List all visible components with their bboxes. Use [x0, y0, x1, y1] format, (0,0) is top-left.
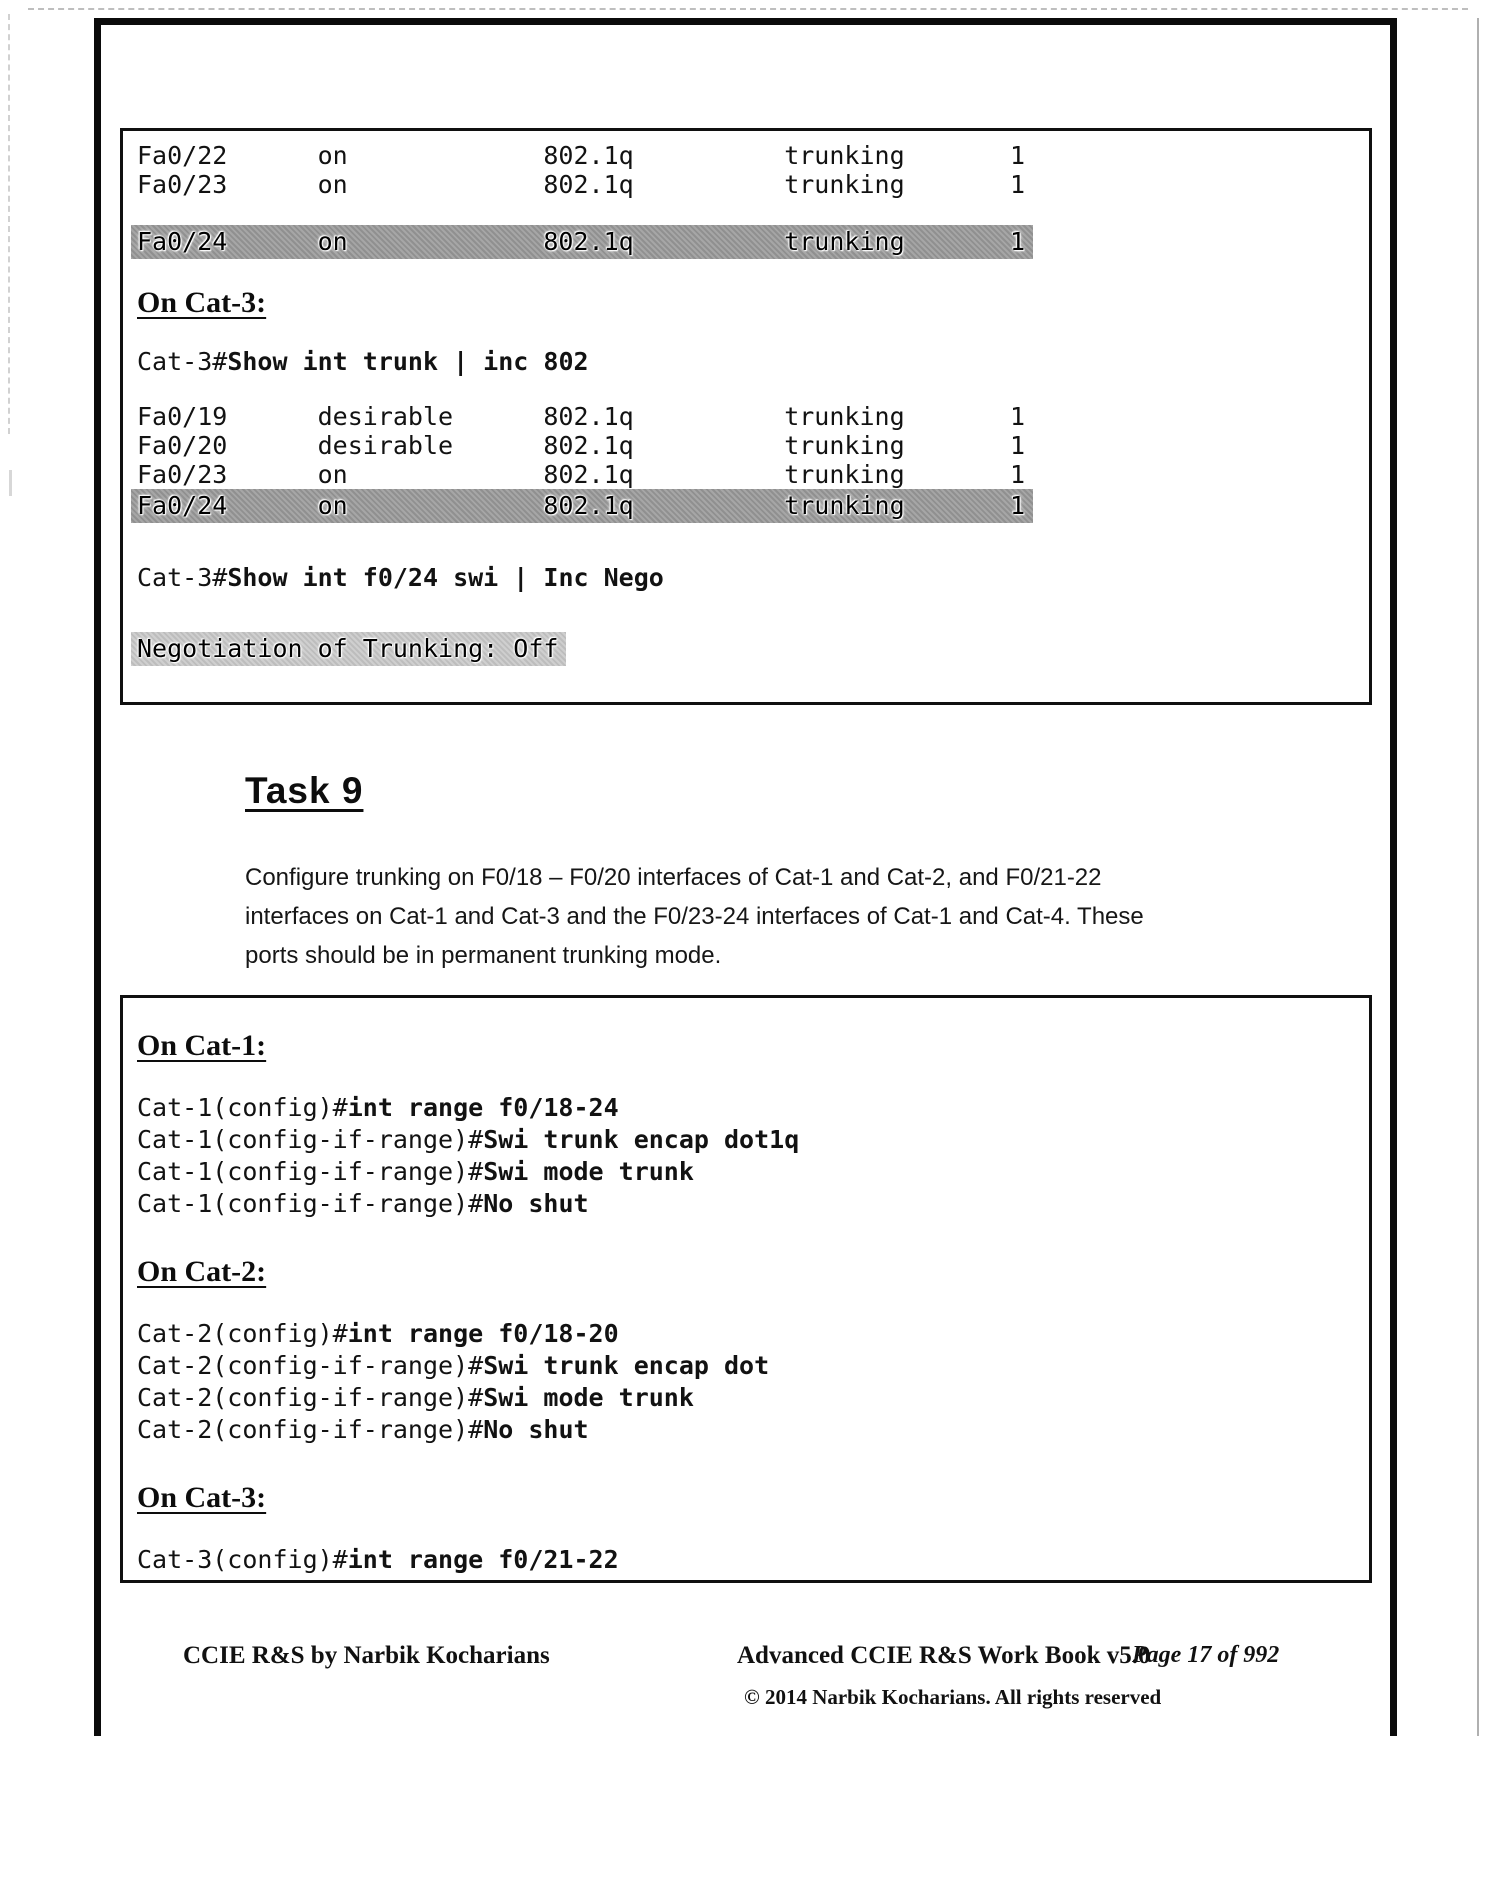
trunk-status-row: Fa0/22 on 802.1q trunking 1	[137, 141, 1026, 170]
config-commands-box	[120, 995, 1372, 1583]
terminal-output-box	[120, 128, 1372, 705]
highlighted-text: Fa0/24 on 802.1q trunking 1	[131, 225, 1033, 259]
trunk-status-row: Fa0/19 desirable 802.1q trunking 1	[137, 402, 1026, 431]
task-9-description	[245, 858, 1225, 975]
trunk-status-row-highlighted	[137, 225, 1359, 259]
section-heading-wrap	[137, 1028, 1359, 1064]
scan-artifact-left-dashed-line	[8, 14, 10, 434]
section-heading-wrap	[137, 1254, 1359, 1290]
footer-copyright: © 2014 Narbik Kocharians. All rights reserved	[744, 1685, 1162, 1709]
highlighted-text: Fa0/24 on 802.1q trunking 1	[131, 489, 1033, 523]
highlighted-text: Negotiation of Trunking: Off	[131, 632, 566, 666]
section-heading-on-cat-3: On Cat-3:	[137, 1481, 267, 1514]
section-heading-on-cat-1: On Cat-1:	[137, 1029, 267, 1062]
trunk-status-row: Fa0/23 on 802.1q trunking 1	[137, 170, 1026, 199]
cli-command-line	[137, 1350, 1359, 1382]
cli-prompt: Cat-1(config-if-range)#	[137, 1189, 484, 1218]
cli-command-line	[137, 563, 1359, 592]
cli-command: No shut	[483, 1415, 589, 1444]
cli-command-line	[137, 1124, 1359, 1156]
cli-prompt: Cat-3(config)#	[137, 1545, 348, 1574]
section-heading-on-cat-2: On Cat-2:	[137, 1255, 267, 1288]
cli-command-line	[137, 1382, 1359, 1414]
trunk-status-row: Fa0/20 desirable 802.1q trunking 1	[137, 431, 1026, 460]
cli-command: Swi mode trunk	[483, 1383, 694, 1412]
cli-command: No shut	[483, 1189, 589, 1218]
cli-command-line	[137, 1414, 1359, 1446]
cli-command: int range f0/18-20	[347, 1319, 619, 1348]
cli-prompt: Cat-1(config-if-range)#	[137, 1157, 484, 1186]
section-heading-on-cat-3: On Cat-3:	[137, 286, 267, 319]
cli-prompt: Cat-1(config)#	[137, 1093, 348, 1122]
footer-author: CCIE R&S by Narbik Kocharians	[183, 1642, 550, 1669]
trunk-status-row: Fa0/23 on 802.1q trunking 1	[137, 460, 1026, 489]
task-9-title: Task 9	[245, 770, 364, 811]
footer-book-title: Advanced CCIE R&S Work Book v5.0	[737, 1642, 1151, 1669]
cli-command-line	[137, 1156, 1359, 1188]
cli-prompt: Cat-3#	[137, 347, 228, 376]
negotiation-status-line	[137, 632, 1359, 666]
trunk-status-row-highlighted	[137, 489, 1359, 523]
cli-prompt: Cat-2(config-if-range)#	[137, 1383, 484, 1412]
task-9-description-line: interfaces on Cat-1 and Cat-3 and the F0/23-24 interfaces of Cat-1 and Cat-4. These	[245, 903, 1144, 930]
scan-artifact-top-dashed-line	[28, 8, 1468, 10]
cli-command-line	[137, 1318, 1359, 1350]
scan-artifact-left-mark	[9, 470, 12, 496]
section-heading-wrap	[137, 1480, 1359, 1516]
cli-prompt: Cat-3#	[137, 563, 228, 592]
cli-prompt: Cat-2(config-if-range)#	[137, 1351, 484, 1380]
task-9-description-line: ports should be in permanent trunking mode.	[245, 942, 722, 969]
scan-artifact-right-line	[1477, 18, 1479, 1736]
footer-page-number: Page 17 of 992	[1132, 1642, 1280, 1668]
cli-prompt: Cat-2(config)#	[137, 1319, 348, 1348]
task-9-description-line: Configure trunking on F0/18 – F0/20 interfaces of Cat-1 and Cat-2, and F0/21-22	[245, 864, 1102, 891]
cli-command: Swi mode trunk	[483, 1157, 694, 1186]
cli-command-line	[137, 1092, 1359, 1124]
cli-command: Show int trunk | inc 802	[227, 347, 589, 376]
cli-command-line	[137, 347, 1359, 376]
cli-command-line	[137, 1188, 1359, 1220]
cli-command: Swi trunk encap dot1q	[483, 1125, 800, 1154]
cli-command: Swi trunk encap dot	[483, 1351, 770, 1380]
cli-command: int range f0/21-22	[347, 1545, 619, 1574]
cli-prompt: Cat-2(config-if-range)#	[137, 1415, 484, 1444]
cli-command-line	[137, 1544, 1359, 1576]
section-heading-wrap	[137, 285, 1359, 321]
cli-command: Show int f0/24 swi | Inc Nego	[227, 563, 664, 592]
cli-command: int range f0/18-24	[347, 1093, 619, 1122]
cli-prompt: Cat-1(config-if-range)#	[137, 1125, 484, 1154]
